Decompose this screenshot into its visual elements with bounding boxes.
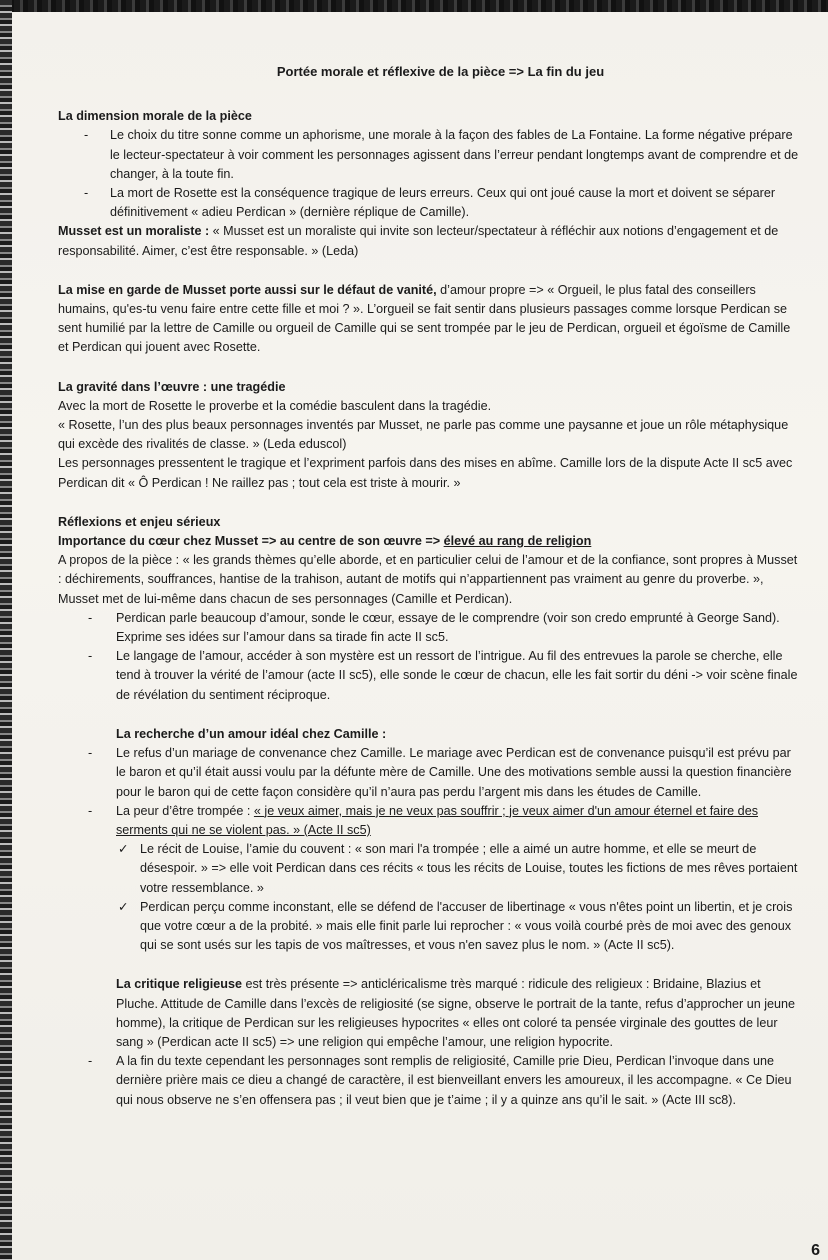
list-item: - La mort de Rosette est la conséquence tragique de leurs erreurs. Ceux qui ont joué cause la mort et doivent se séparer définitivement « adieu Perdican » (dernière réplique de Camille). [58, 184, 803, 222]
list-item: - Le langage de l’amour, accéder à son mystère est un ressort de l’intrigue. Au fil des entrevues la parole se cherche, elle tend à trouver la vérité de l’amour (acte II sc5), elle sonde le cœur de chacun, elle les fait sortir du déni -> voir scène finale de révélation du sentiment réciproque. [58, 647, 803, 705]
section-heading-moral: La dimension morale de la pièce [58, 109, 252, 124]
religion-lead: La critique religieuse [116, 977, 242, 992]
page-title: Portée morale et réflexive de la pièce => La fin du jeu [276, 64, 605, 79]
tragedy-line: Les personnages pressentent le tragique et l’expriment parfois dans des mises en abîme. Camille lors de la dispute Acte II sc5 avec Perdican dit « Ô Perdican ! Ne raillez pas ; tout cela est triste à mourir. » [58, 456, 793, 490]
religion-list [58, 1052, 803, 1110]
check-item [58, 898, 803, 956]
checkmark-icon: ✓ [118, 842, 129, 857]
document-body [58, 62, 803, 1110]
list-item: - Le refus d’un mariage de convenance chez Camille. Le mariage avec Perdican est de convenance puisqu’il est prévu par le baron et qu’il était aussi voulu par la défunte mère de Camille. Une des motivations semble aussi la question financière pour le baron qui de cette façon considère qu’il n’aura pas perdu l’argent mis dans les études de Camille. [58, 744, 803, 802]
section-heading-tragedy: La gravité dans l’œuvre : une tragédie [58, 379, 286, 394]
check-item-text: Perdican perçu comme inconstant, elle se défend de l'accuser de libertinage « vous n'êtes point un libertin, et je crois que votre cœur a de la probité. » mais elle finit parle lui reprocher : « vous voilà courbé près de moi avec des genoux qui se sont usés sur les tapis de vos maîtresses, et vous n'en savez plus le nom. » (Acte II sc5). [140, 899, 793, 953]
list-item: - Perdican parle beaucoup d’amour, sonde le cœur, essaye de le comprendre (voir son credo emprunté à George Sand). Exprime ses idées sur l’amour dans sa tirade fin acte II sc5. [58, 609, 803, 647]
check-item-text: Le récit de Louise, l’amie du couvent : « son mari l'a trompée ; elle a aimé un autre homme, et elle se meurt de désespoir. » => elle voit Perdican dans ces récits « tous les récits de Louise, toutes les fictions de mes rêves portaient votre ressemblance. » [140, 842, 798, 895]
checklist [58, 840, 803, 955]
amour-ideal-list [58, 744, 803, 840]
list-item [58, 802, 803, 840]
moraliste-text: « Musset est un moraliste qui invite son lecteur/spectateur à réfléchir aux notions d’engagement et de responsabilité. Aimer, c’est être responsable. » (Leda) [58, 224, 779, 258]
list-item: - Le choix du titre sonne comme un aphorisme, une morale à la façon des fables de La Fontaine. La forme négative prépare le lecteur-spectateur à voir comment les personnages agissent dans l’erreur pendant longtemps avant de comprendre et de changer, à la toute fin. [58, 126, 803, 184]
vanity-text: d’amour propre => « Orgueil, le plus fatal des conseillers humains, qu'es-tu venu faire entre cette fille et moi ? ». L’orgueil se fait sentir dans plusieurs passages comme lorsque Perdican se sent humilié par la lettre de Camille ou orgueil de Camille qui se sent trompée par le jeu de Perdican, orgueil et égoïsme de Camille et Perdican qui jouent avec Rosette. [58, 282, 791, 355]
vanity-lead: La mise en garde de Musset porte aussi sur le défaut de vanité, [58, 282, 437, 297]
subheading-coeur-underline: élevé au rang de religion [443, 534, 592, 549]
peur-prefix: La peur d’être trompée : [116, 803, 254, 818]
reflexions-paragraph: A propos de la pièce : « les grands thèmes qu’elle aborde, et en particulier celui de l’amour et de la confiance, sont propres à Musset : déchirements, souffrances, hantise de la trahison, autant de motifs qui n’appartiennent pas vraiment au genre du proverbe. », Musset met de lui-même dans chacun de ses personnages (Camille et Perdican). [58, 553, 798, 606]
moraliste-paragraph [58, 222, 803, 260]
moral-list [58, 126, 803, 222]
vanity-paragraph [58, 281, 803, 358]
checkmark-icon: ✓ [118, 899, 129, 914]
list-item: - A la fin du texte cependant les personnages sont remplis de religiosité, Camille prie Dieu, Perdican l’invoque dans une dernière prière mais ce dieu a changé de caractère, il est bienveillant envers les amoureux, il les accompagne. « Ce Dieu qui nous observe ne s’en offensera pas ; il veut bien que je t’aime ; il y a quinze ans qu’il le sait. » (Acte III sc8). [58, 1052, 803, 1110]
page-top-edge [0, 0, 828, 12]
religion-paragraph [58, 975, 803, 1052]
check-item [58, 840, 803, 898]
religion-text: est très présente => anticléricalisme très marqué : ridicule des religieux : Bridaine, Blazius et Pluche. Attitude de Camille dans l’excès de religiosité (se signe, observe le portrait de la tante, refus d’approcher un jeune homme), la critique de Perdican sur les religieuses hypocrites « elles ont coloré ta pensée virginale des gouttes de leur sang » (Perdican acte II sc5) => une religion qui empêche l’amour, une religion hypocrite. [116, 977, 796, 1049]
tragedy-line: Avec la mort de Rosette le proverbe et la comédie basculent dans la tragédie. [58, 398, 492, 413]
reflexions-list [58, 609, 803, 705]
moraliste-lead: Musset est un moraliste : [58, 224, 210, 239]
page-left-edge [0, 0, 12, 1260]
section-heading-amour-ideal: La recherche d’un amour idéal chez Camille : [116, 726, 387, 741]
page-number: 6 [811, 1242, 820, 1259]
section-heading-reflexions: Réflexions et enjeu sérieux [58, 514, 221, 529]
tragedy-line: « Rosette, l’un des plus beaux personnages inventés par Musset, ne parle pas comme une paysanne et joue un rôle métaphysique qui excède des rivalités de classe. » (Leda eduscol) [58, 418, 789, 452]
subheading-coeur [58, 532, 803, 551]
subheading-coeur-text: Importance du cœur chez Musset => au centre de son œuvre => [58, 534, 444, 549]
peur-quote: « je veux aimer, mais je ne veux pas souffrir ; je veux aimer d'un amour éternel et faire des serments qui ne se violent pas. » (Acte II sc5) [116, 803, 758, 837]
